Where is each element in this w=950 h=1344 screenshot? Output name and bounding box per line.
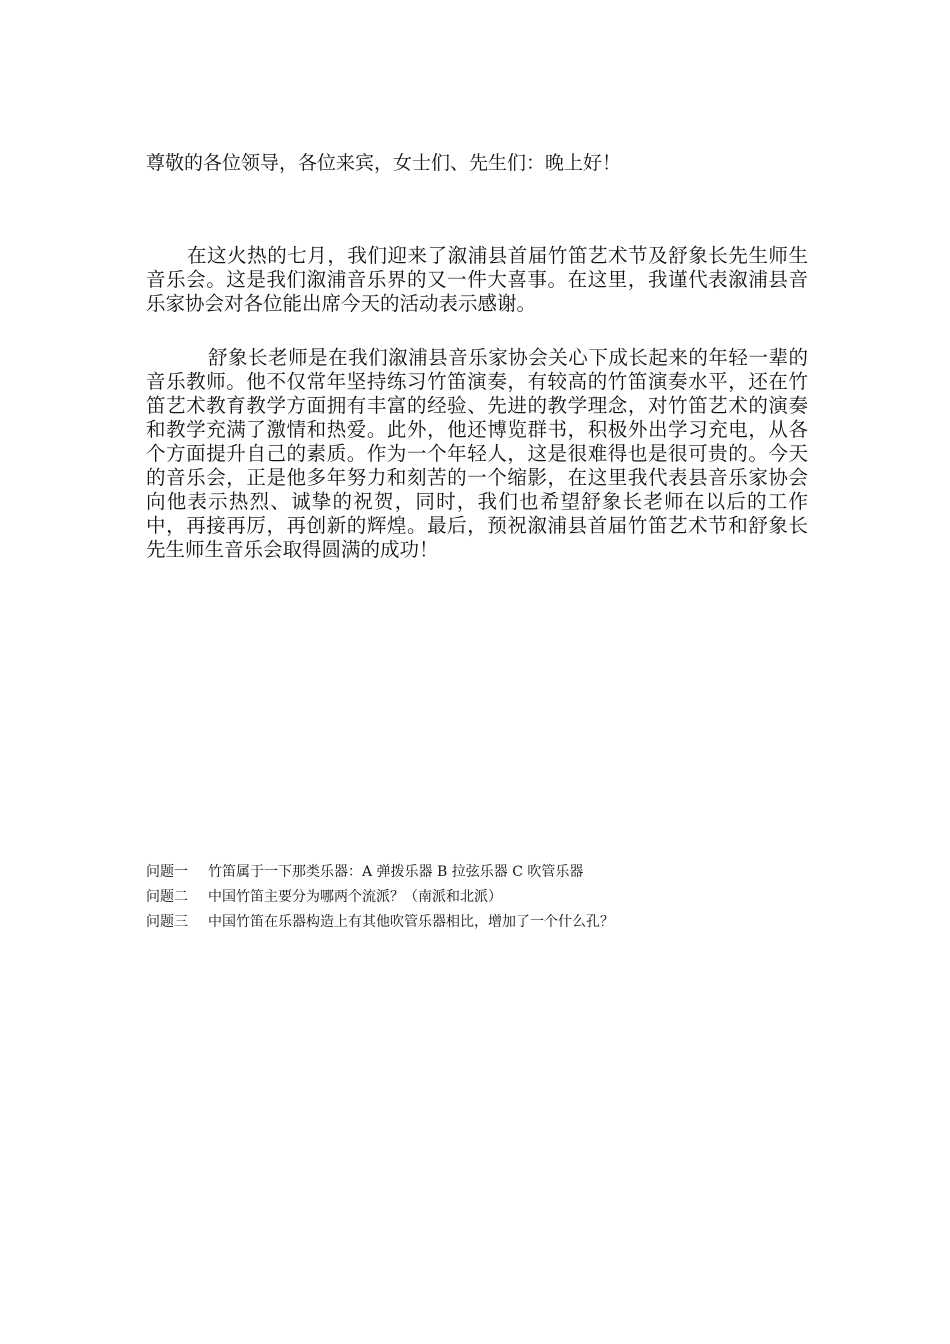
question-text: 竹笛属于一下那类乐器：A 弹拨乐器 B 拉弦乐器 C 吹管乐器: [208, 864, 584, 880]
speech-paragraph-1: 在这火热的七月，我们迎来了溆浦县首届竹笛艺术节及舒象长先生师生音乐会。这是我们溆浦音乐界的又一件大喜事。在这里，我谨代表溆浦县音乐家协会对各位能出席今天的活动表示感谢。: [146, 244, 808, 315]
quiz-question-list: [146, 860, 806, 935]
question-label: 问题二: [146, 889, 188, 905]
quiz-question-3: [146, 910, 806, 935]
question-text: 中国竹笛在乐器构造上有其他吹管乐器相比，增加了一个什么孔？: [208, 914, 614, 930]
question-text: 中国竹笛主要分为哪两个流派？（南派和北派）: [208, 889, 502, 905]
quiz-question-1: [146, 860, 806, 885]
question-label: 问题三: [146, 914, 188, 930]
speech-greeting: 尊敬的各位领导，各位来宾，女士们、先生们：晚上好！: [146, 152, 622, 174]
question-label: 问题一: [146, 864, 188, 880]
speech-paragraph-2: 舒象长老师是在我们溆浦县音乐家协会关心下成长起来的年轻一辈的音乐教师。他不仅常年坚持练习竹笛演奏，有较高的竹笛演奏水平，还在竹笛艺术教育教学方面拥有丰富的经验、先进的教学理念，对竹笛艺术的演奏和教学充满了激情和热爱。此外，他还博览群书，积极外出学习充电，从各个方面提升自己的素质。作为一个年轻人，这是很难得也是很可贵的。今天的音乐会，正是他多年努力和刻苦的一个缩影，在这里我代表县音乐家协会向他表示热烈、诚挚的祝贺，同时，我们也希望舒象长老师在以后的工作中，再接再厉，再创新的辉煌。最后，预祝溆浦县首届竹笛艺术节和舒象长先生师生音乐会取得圆满的成功！: [146, 346, 808, 561]
quiz-question-2: [146, 885, 806, 910]
